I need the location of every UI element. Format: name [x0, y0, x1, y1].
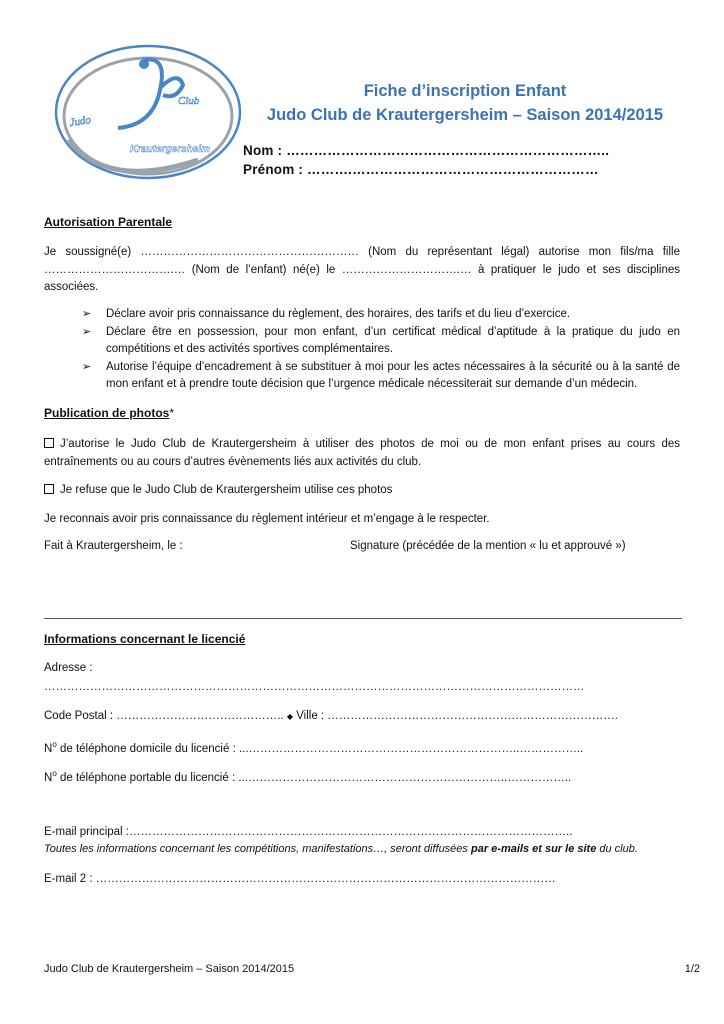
signature-label: Signature (précédée de la mention « lu et approuvé ») [350, 540, 626, 552]
page-number: 1/2 [684, 963, 700, 975]
email-principal-field[interactable]: E-mail principal :…………………………………………………………………………………………………….. [44, 826, 573, 838]
logo-text-krautergersheim: Krautergersheim [130, 144, 211, 155]
logo-graphic [48, 40, 248, 190]
logo-text-club: Club [178, 95, 200, 107]
bullet-item [82, 324, 680, 358]
ville-field[interactable]: Ville : …………………………………………………………………. [296, 710, 618, 722]
tel-domicile-field[interactable] [44, 737, 674, 757]
tel-portable-n: N [44, 771, 53, 784]
prenom-field[interactable]: Prénom : ……….……………………………………………… [243, 162, 599, 177]
tel-portable-degree: o [52, 769, 57, 778]
bullet-item [82, 359, 680, 393]
tel-domicile-text: de téléphone domicile du licencié : ...……………………………………………………………..…………….. [59, 742, 584, 755]
email2-field[interactable]: E-mail 2 : ………………………………………………………………………………………………………… [44, 873, 556, 885]
page-subtitle: Judo Club de Krautergersheim – Saison 2014/2015 [266, 106, 664, 124]
fait-a-label: Fait à Krautergersheim, le : [44, 540, 183, 552]
bullet-text: Déclare avoir pris connaissance du règlement, des horaires, des tarifs et du lieu d’exercice. [106, 308, 571, 320]
page-title: Fiche d’inscription Enfant [363, 82, 567, 100]
bullet-item [82, 306, 680, 323]
bullet-text: Autorise l’équipe d’encadrement à se substituer à moi pour les actes nécessaires à la sécurité ou à la santé de mon enfant et à prendre toute décision que l’urgence médicale nécessiterait sur demande d’un médecin. [106, 361, 680, 390]
nom-field[interactable]: Nom : …………………………………………………………….. [243, 143, 610, 158]
photo-option-yes[interactable] [44, 436, 680, 471]
photo-option-no-text: Je refuse que le Judo Club de Krautergersheim utilise ces photos [60, 484, 393, 496]
arrow-bullet-icon: ➢ [82, 326, 92, 338]
adresse-field[interactable]: …………………………………………………………………………………………………………………………… [44, 681, 585, 693]
club-logo [48, 40, 248, 190]
photo-option-no[interactable] [44, 482, 680, 500]
email-note-bold: par e-mails et sur le site [470, 843, 597, 855]
code-postal-field[interactable]: Code Postal : …………………………………….. [44, 710, 284, 722]
tel-portable-text: de téléphone portable du licencié : ...…………………………………………………………..…………….. [59, 771, 572, 784]
section-photos-heading [44, 406, 174, 420]
photos-heading-text: Publication de photos [44, 406, 170, 420]
section-divider [44, 618, 682, 619]
footer-text: Judo Club de Krautergersheim – Saison 2014/2015 [44, 963, 295, 975]
photos-asterisk: * [169, 406, 175, 420]
logo-text-judo: Judo [68, 114, 92, 129]
bullet-text: Déclare être en possession, pour mon enfant, d’un certificat médical d’aptitude à la pratique du judo en compétitions et des activités sportives complémentaires. [106, 326, 680, 355]
adresse-label: Adresse : [44, 662, 93, 674]
code-postal-ville-row [44, 708, 674, 725]
email-note-part1: Toutes les informations concernant les compétitions, manifestations…, seront diffusées [44, 843, 471, 855]
tel-domicile-n: N [44, 742, 53, 755]
photo-option-yes-text: J’autorise le Judo Club de Krautergersheim à utiliser des photos de moi ou de mon enfant prises au cours des entraînements ou au cours d’autres évènements liés aux activités du club. [44, 438, 680, 468]
arrow-bullet-icon: ➢ [82, 308, 92, 320]
checkbox-icon[interactable] [44, 438, 54, 448]
tel-portable-field[interactable] [44, 766, 674, 786]
arrow-bullet-icon: ➢ [82, 361, 92, 373]
email-note [44, 841, 674, 857]
reglement-statement: Je reconnais avoir pris connaissance du règlement intérieur et m’engage à le respecter. [44, 513, 490, 525]
tel-domicile-degree: o [52, 740, 57, 749]
page-footer [44, 963, 700, 975]
section-licencie-heading: Informations concernant le licencié [44, 632, 246, 646]
checkbox-icon[interactable] [44, 484, 54, 494]
diamond-icon: ◆ [286, 712, 293, 721]
email-note-part2: du club. [596, 843, 638, 855]
autorisation-paragraph: Je soussigné(e) ………………………………………………… (Nom du représentant légal) autorise mon fils/ma fille …………………………….… (Nom de l’enfant) né(e) le ………………………….… à pratiquer le judo et ses disciplines associées. [44, 246, 680, 293]
section-autorisation-heading: Autorisation Parentale [44, 215, 173, 229]
